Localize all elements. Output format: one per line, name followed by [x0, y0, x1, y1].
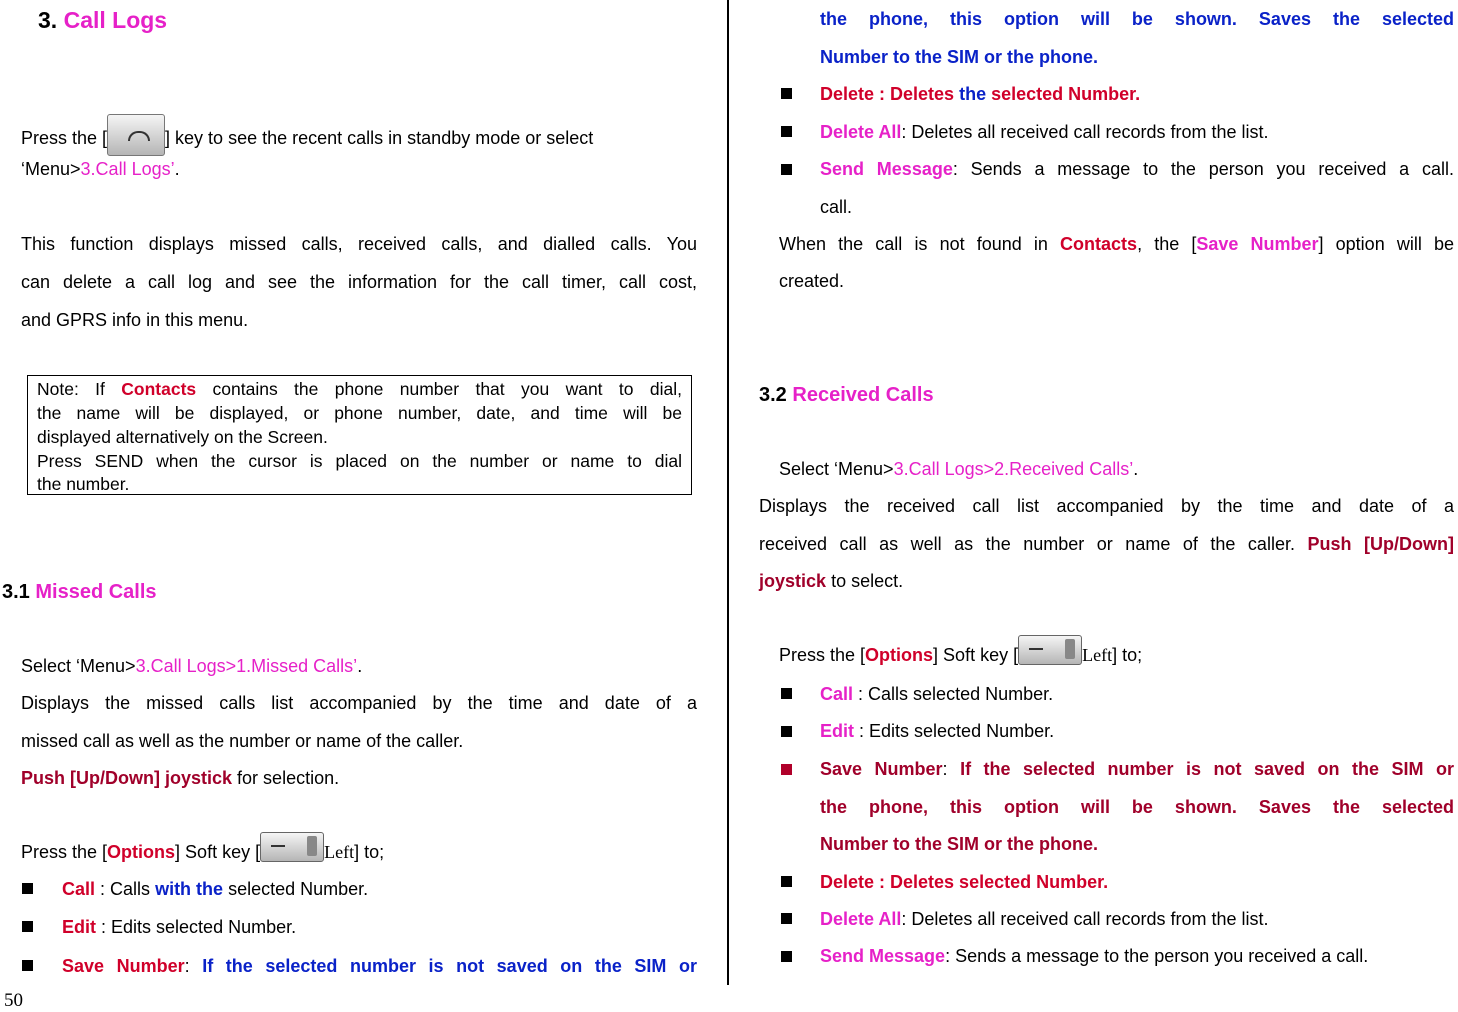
missed-select-path: [21, 655, 362, 677]
options-label: Options: [865, 645, 934, 665]
options-prefix: Press the [: [21, 842, 108, 862]
delete-rest: selected Number.: [991, 84, 1141, 104]
received-display-line-2: [759, 533, 1454, 555]
note-contacts: Contacts: [121, 379, 197, 399]
section-heading: [38, 6, 167, 34]
when-not-found-line-1: [779, 233, 1454, 255]
missed-display-line-2: missed call as well as the number or name of the caller.: [21, 731, 464, 751]
subsection-title: Received Calls: [792, 384, 934, 406]
options-suffix: ] to;: [1112, 645, 1143, 665]
when-text-c: ] option will be: [1318, 234, 1454, 254]
softkey-left: Left: [1082, 645, 1113, 665]
note-line-1: [37, 379, 682, 399]
save-colon: :: [184, 956, 190, 976]
send-label: Send Message: [820, 946, 946, 966]
options-suffix: ] to;: [354, 842, 385, 862]
call-text-a: : Calls: [100, 879, 151, 899]
missed-send-item: [820, 158, 1454, 180]
section-title: Call Logs: [63, 7, 168, 33]
note-line-1-rest: contains the phone number that you want to dial,: [212, 379, 682, 399]
when-contacts: Contacts: [1060, 234, 1138, 254]
received-send-item: [820, 945, 1368, 967]
edit-text: : Edits selected Number.: [101, 917, 297, 937]
delete-all-label: Delete All: [820, 122, 902, 142]
select-prefix: Select ‘Menu>: [21, 656, 136, 676]
missed-call-item: [62, 878, 368, 900]
edit-label: Edit: [820, 721, 854, 741]
bullet-square-icon: [781, 913, 792, 924]
when-text-b: , the [: [1137, 234, 1197, 254]
options-prefix: Press the [: [779, 645, 866, 665]
received-to-select: to select.: [831, 571, 904, 591]
bullet-square-icon: [781, 726, 792, 737]
save-colon: :: [942, 759, 948, 779]
push-joystick: Push [Up/Down] joystick: [21, 768, 233, 788]
call-label: Call: [62, 879, 96, 899]
function-line-1: This function displays missed calls, received calls, and dialled calls. You: [21, 234, 697, 254]
select-suffix: .: [357, 656, 363, 676]
call-text-c: selected Number.: [228, 879, 369, 899]
received-joystick: joystick: [759, 571, 827, 591]
when-save-number: Save Number: [1196, 234, 1319, 254]
bullet-square-icon: [781, 164, 792, 175]
softkey-left: Left: [324, 842, 355, 862]
softkey-prefix: ] Soft key [: [175, 842, 261, 862]
received-call-item: [820, 683, 1053, 705]
intro-menu-path: [21, 158, 180, 180]
missed-delete-all-item: [820, 121, 1269, 143]
received-save-line-3: Number to the SIM or the phone.: [820, 834, 1098, 854]
save-text: If the selected number is not saved on the SIM or: [960, 759, 1454, 779]
received-save-line-2: the phone, this option will be shown. Saves the selected: [820, 797, 1454, 817]
save-cont-text-1: the phone, this option will be shown. Saves the selected: [820, 9, 1454, 29]
missed-push-line: [21, 767, 339, 789]
select-path: 3.Call Logs>1.Missed Calls’: [135, 656, 358, 676]
missed-options-line: [21, 832, 384, 863]
section-number: 3.: [38, 7, 58, 33]
received-push: Push [Up/Down]: [1307, 534, 1454, 554]
missed-send-line-2: call.: [820, 197, 853, 217]
column-divider: [727, 0, 729, 985]
softkey-icon: [260, 832, 324, 862]
save-label: Save Number: [62, 956, 185, 976]
bullet-square-icon: [781, 88, 792, 99]
subsection-number: 3.2: [759, 384, 787, 406]
note-line-2: the name will be displayed, or phone number, date, and time will be: [37, 403, 682, 423]
received-delete-all-item: [820, 908, 1269, 930]
send-key-icon: [107, 114, 165, 156]
note-line-4: Press SEND when the cursor is placed on the number or name to dial: [37, 451, 682, 471]
edit-text: : Edits selected Number.: [859, 721, 1055, 741]
received-save-item: [820, 758, 1454, 780]
delete-all-text: : Deletes all received call records from the list.: [901, 122, 1269, 142]
select-path: 3.Call Logs>2.Received Calls’: [893, 459, 1134, 479]
missed-delete-item: [820, 83, 1140, 105]
missed-display-line-1: Displays the missed calls list accompanied by the time and date of a: [21, 693, 697, 713]
menu-path-suffix: .: [174, 159, 180, 179]
intro-text-rest: ] key to see the recent calls in standby mode or select: [165, 128, 594, 148]
missed-edit-item: [62, 916, 296, 938]
received-display-text: received call as well as the number or name of the caller.: [759, 534, 1295, 554]
save-continued-line-2: Number to the SIM or the phone.: [820, 47, 1098, 67]
when-not-found-line-2: created.: [779, 271, 845, 291]
note-line-5: the number.: [37, 474, 130, 494]
received-display-line-1: Displays the received call list accompanied by the time and date of a: [759, 496, 1454, 516]
call-label: Call: [820, 684, 854, 704]
delete-all-label: Delete All: [820, 909, 902, 929]
page-number: 50: [4, 990, 23, 1011]
options-label: Options: [107, 842, 176, 862]
call-text-b: with the: [155, 879, 224, 899]
send-label: Send Message: [820, 159, 953, 179]
save-continued-line-1: [820, 8, 1454, 30]
edit-label: Edit: [62, 917, 96, 937]
push-rest: for selection.: [237, 768, 340, 788]
bullet-square-icon: [22, 883, 33, 894]
subsection-heading-received: [759, 383, 934, 407]
received-options-line: [779, 635, 1142, 666]
send-text: : Sends a message to the person you received a call.: [945, 946, 1369, 966]
menu-path-prefix: ‘Menu>: [21, 159, 81, 179]
note-line-3: displayed alternatively on the Screen.: [37, 427, 328, 447]
function-line-2: can delete a call log and see the information for the call timer, call cost,: [21, 272, 697, 292]
note-box: [27, 375, 692, 495]
delete-all-text: : Deletes all received call records from the list.: [901, 909, 1269, 929]
softkey-prefix: ] Soft key [: [933, 645, 1019, 665]
note-prefix: Note: If: [37, 379, 105, 399]
received-delete-item: Delete : Deletes selected Number.: [820, 872, 1109, 892]
menu-path-link: 3.Call Logs’: [80, 159, 175, 179]
subsection-number: 3.1: [2, 581, 30, 603]
subsection-heading-missed: [2, 580, 157, 604]
missed-save-item: [62, 955, 697, 977]
select-suffix: .: [1133, 459, 1139, 479]
intro-paragraph: [21, 114, 697, 156]
bullet-square-icon: [781, 876, 792, 887]
select-prefix: Select ‘Menu>: [779, 459, 894, 479]
bullet-square-icon: [781, 951, 792, 962]
received-select-path: [779, 458, 1138, 480]
bullet-square-icon: [22, 921, 33, 932]
when-text-a: When the call is not found in: [779, 234, 1048, 254]
received-edit-item: [820, 720, 1054, 742]
bullet-square-icon: [22, 960, 33, 971]
softkey-icon: [1018, 635, 1082, 665]
bullet-square-icon: [781, 764, 792, 775]
received-display-line-3: [759, 570, 903, 592]
bullet-square-icon: [781, 126, 792, 137]
send-text: : Sends a message to the person you received a call.: [952, 159, 1454, 179]
save-text: If the selected number is not saved on the SIM or: [202, 956, 697, 976]
intro-text-start: Press the [: [21, 128, 108, 148]
subsection-title: Missed Calls: [35, 581, 157, 603]
save-label: Save Number: [820, 759, 943, 779]
function-line-3: and GPRS info in this menu.: [21, 310, 249, 330]
delete-the: the: [959, 84, 987, 104]
bullet-square-icon: [781, 688, 792, 699]
delete-label: Delete : Deletes: [820, 84, 955, 104]
call-text: : Calls selected Number.: [858, 684, 1054, 704]
